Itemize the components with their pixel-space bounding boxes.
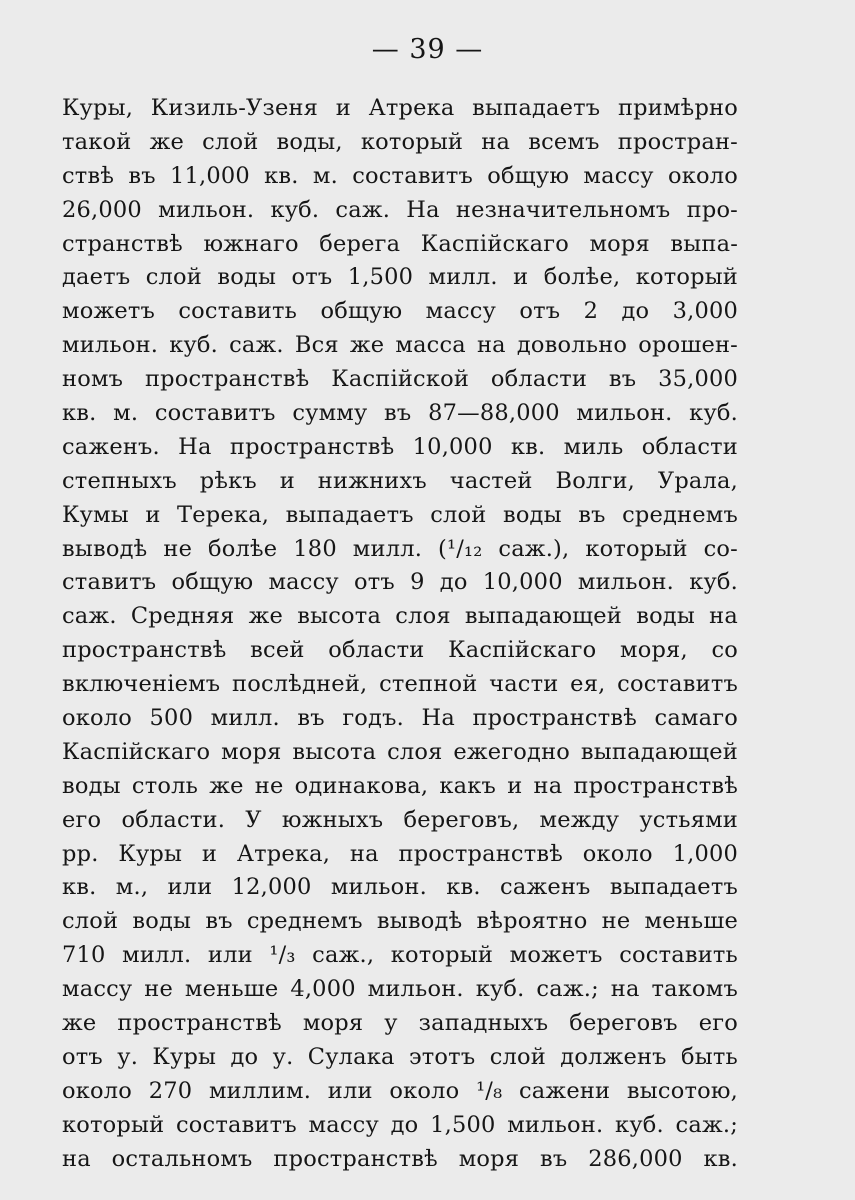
text-line: можетъ составить общую массу отъ 2 до 3,000 [62, 298, 738, 325]
text-line: Каспійскаго моря высота слоя ежегодно выпадающей [62, 738, 738, 765]
text-line: пространствѣ всей области Каспійскаго моря, со [62, 637, 738, 664]
text-line: такой же слой воды, который на всемъ простран- [62, 128, 738, 155]
text-line: около 270 миллим. или около ¹/₈ сажени высотою, [62, 1077, 738, 1104]
page-number: — 39 — [371, 34, 484, 65]
text-line: слой воды въ среднемъ выводѣ вѣроятно не меньше [62, 908, 738, 935]
text-line: включеніемъ послѣдней, степной части ея, составитъ [62, 671, 738, 698]
text-line: номъ пространствѣ Каспійской области въ 35,000 [62, 366, 738, 393]
text-line: отъ у. Куры до у. Сулака этотъ слой долженъ быть [62, 1043, 738, 1070]
text-line: выводѣ не болѣе 180 милл. (¹/₁₂ саж.), который со- [62, 535, 738, 562]
text-line: кв. м., или 12,000 мильон. кв. саженъ выпадаетъ [62, 874, 738, 901]
text-line: воды столь же не одинакова, какъ и на пространствѣ [62, 772, 738, 799]
text-line: же пространствѣ моря у западныхъ береговъ его [62, 1010, 738, 1037]
text-line: около 500 милл. въ годъ. На пространствѣ самаго [62, 705, 738, 732]
text-line: массу не меньше 4,000 мильон. куб. саж.; на такомъ [62, 976, 738, 1003]
text-line: ставитъ общую массу отъ 9 до 10,000 мильон. куб. [62, 569, 738, 596]
text-line: саж. Средняя же высота слоя выпадающей воды на [62, 603, 738, 630]
body-text [62, 92, 738, 1177]
text-line: кв. м. составитъ сумму въ 87—88,000 мильон. куб. [62, 400, 738, 427]
text-line: 710 милл. или ¹/₃ саж., который можетъ составить [62, 942, 738, 969]
text-line: степныхъ рѣкъ и нижнихъ частей Волги, Урала, [62, 467, 738, 494]
text-line: Кумы и Терека, выпадаетъ слой воды въ среднемъ [62, 501, 738, 528]
text-line: странствѣ южнаго берега Каспійскаго моря выпа- [62, 230, 738, 257]
text-line: 26,000 мильон. куб. саж. На незначительномъ про- [62, 196, 738, 223]
text-line: который составитъ массу до 1,500 мильон. куб. саж.; [62, 1111, 738, 1138]
text-line: даетъ слой воды отъ 1,500 милл. и болѣе, который [62, 264, 738, 291]
text-line: Куры, Кизиль-Узеня и Атрека выпадаетъ примѣрно [62, 95, 738, 121]
text-line: мильон. куб. саж. Вся же масса на довольно орошен- [62, 332, 738, 359]
text-line: на остальномъ пространствѣ моря въ 286,000 кв. [62, 1145, 738, 1172]
text-line: его области. У южныхъ береговъ, между устьями [62, 806, 738, 833]
text-line: ствѣ въ 11,000 кв. м. составитъ общую массу около [62, 162, 738, 189]
text-line: саженъ. На пространствѣ 10,000 кв. миль области [62, 433, 738, 460]
text-line: рр. Куры и Атрека, на пространствѣ около 1,000 [62, 840, 738, 867]
